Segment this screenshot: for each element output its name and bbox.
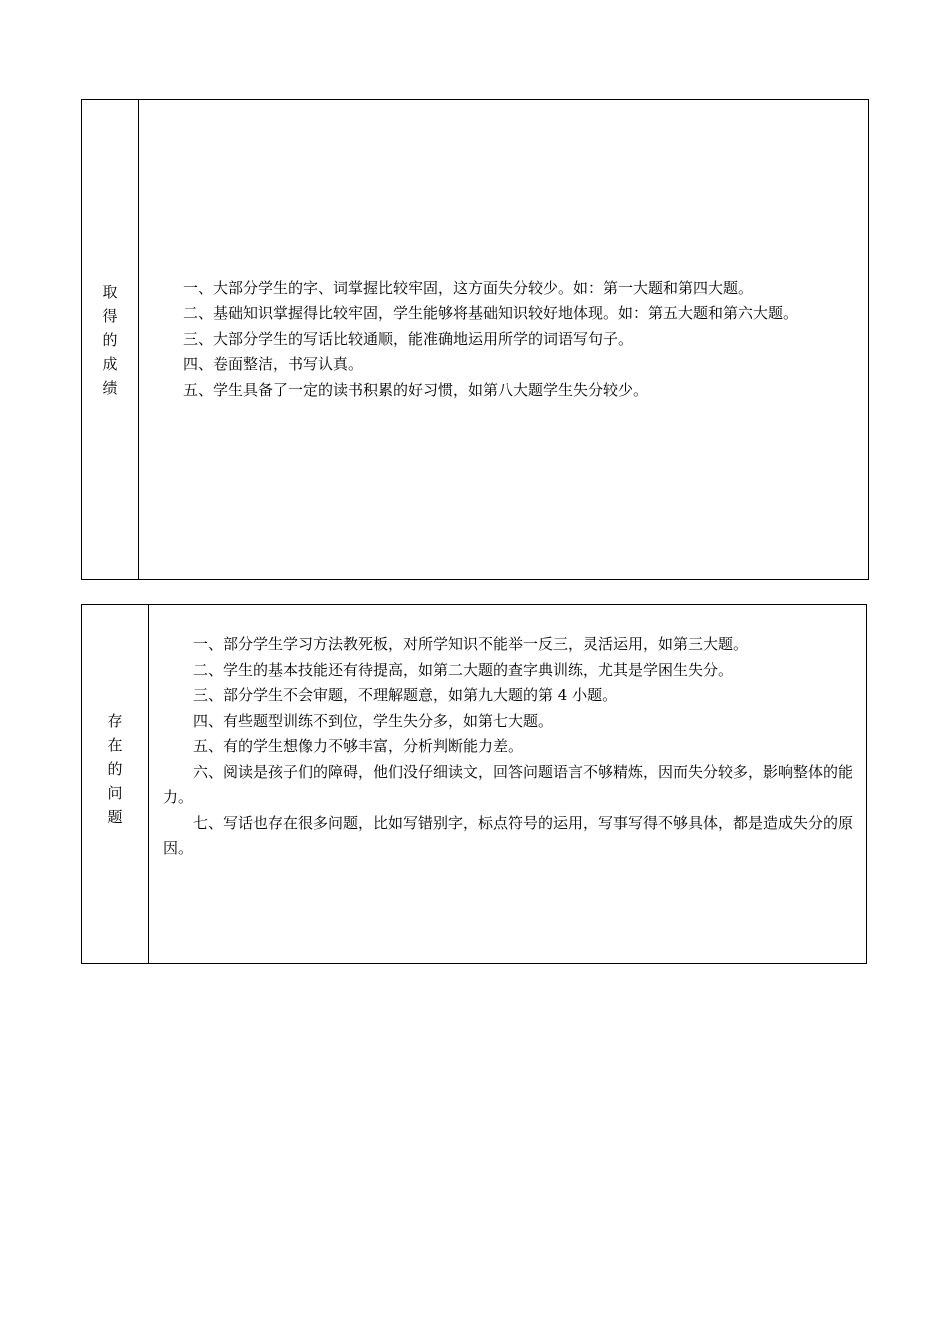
achievements-section bbox=[81, 99, 869, 580]
achievement-item: 三、大部分学生的写话比较通顺，能准确地运用所学的词语写句子。 bbox=[183, 329, 634, 348]
achievement-item: 四、卷面整洁，书写认真。 bbox=[183, 355, 364, 374]
label-char: 问 bbox=[107, 784, 123, 802]
problem-item: 二、学生的基本技能还有待提高，如第二大题的查字典训练，尤其是学困生失分。 bbox=[193, 660, 734, 679]
problem-item: 四、有些题型训练不到位，学生失分多，如第七大题。 bbox=[193, 711, 554, 730]
label-char: 的 bbox=[102, 330, 118, 349]
problem-item: 三、部分学生不会审题，不理解题意，如第九大题的第 4 小题。 bbox=[193, 686, 618, 704]
label-char: 题 bbox=[107, 808, 123, 826]
achievements-content bbox=[139, 100, 868, 579]
problem-item: 七、写话也存在很多问题，比如写错别字，标点符号的运用，写事写得不够具体，都是造成失分的原因。 bbox=[163, 813, 854, 857]
achievement-item: 五、学生具备了一定的读书积累的好习惯，如第八大题学生失分较少。 bbox=[183, 380, 649, 399]
problems-content bbox=[149, 605, 866, 963]
achievement-item: 一、大部分学生的字、词掌握比较牢固，这方面失分较少。如：第一大题和第四大题。 bbox=[183, 278, 754, 297]
label-char: 绩 bbox=[102, 378, 118, 397]
problems-label-cell bbox=[82, 605, 149, 963]
achievements-label bbox=[102, 280, 117, 400]
problem-item: 一、部分学生学习方法教死板，对所学知识不能举一反三，灵活运用，如第三大题。 bbox=[193, 635, 749, 653]
label-char: 成 bbox=[102, 354, 118, 373]
problems-section bbox=[81, 604, 867, 964]
label-char: 的 bbox=[107, 760, 123, 778]
achievements-label-cell bbox=[82, 100, 139, 579]
problem-item: 六、阅读是孩子们的障碍，他们没仔细读文，回答问题语言不够精炼，因而失分较多，影响整体的能力。 bbox=[163, 762, 854, 806]
label-char: 取 bbox=[102, 282, 118, 301]
problems-label bbox=[107, 709, 122, 829]
problem-item: 五、有的学生想像力不够丰富，分析判断能力差。 bbox=[193, 737, 524, 755]
label-char: 存 bbox=[107, 712, 123, 730]
label-char: 得 bbox=[102, 306, 118, 325]
achievement-item: 二、基础知识掌握得比较牢固，学生能够将基础知识较好地体现。如：第五大题和第六大题。 bbox=[183, 304, 799, 323]
label-char: 在 bbox=[107, 736, 123, 754]
